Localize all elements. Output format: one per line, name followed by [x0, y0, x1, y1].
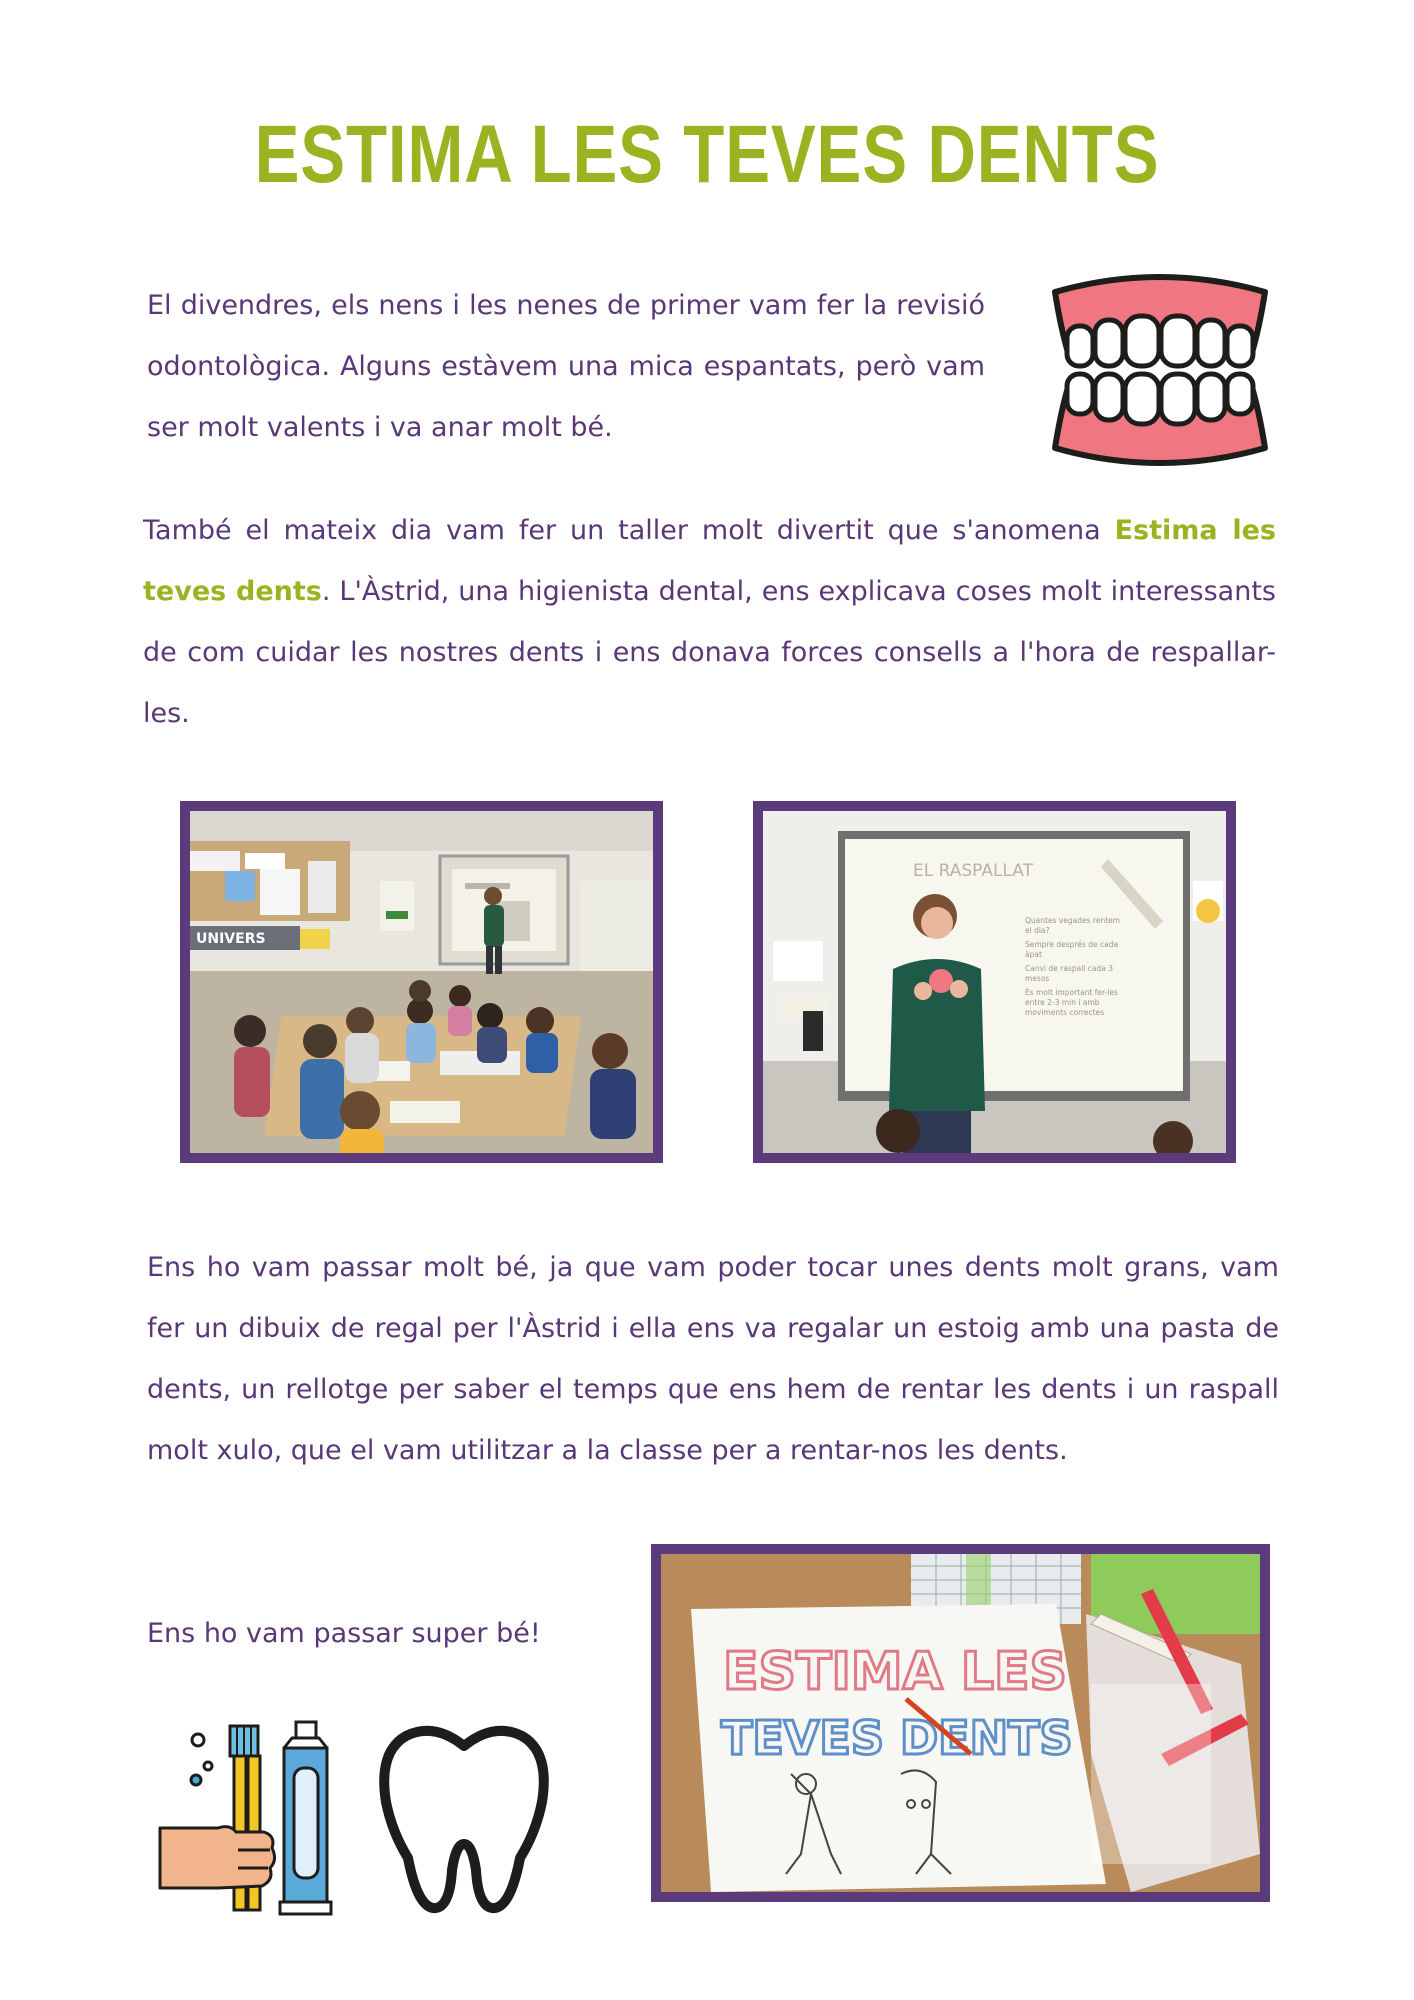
slide-title: EL RASPALLAT: [913, 861, 1033, 881]
intro-paragraph: El divendres, els nens i les nenes de primer vam fer la revisió odontològica. Alguns estàvem una mica espantats, però vam ser molt valents i va anar molt bé.: [147, 290, 985, 443]
workshop-name: Estima les teves dents: [143, 515, 1276, 607]
classroom-banner: UNIVERS: [196, 931, 266, 947]
hygienist-photo: [753, 801, 1236, 1163]
teeth-icon: [1045, 270, 1275, 470]
slide-line: entre 2-3 min i amb: [1025, 998, 1100, 1007]
slide-line: Quantes vegades rentem: [1025, 916, 1121, 925]
slide-line: el dia?: [1025, 926, 1050, 935]
toothpaste-icon: [278, 1718, 333, 1918]
tooth-outline-icon: [378, 1720, 550, 1915]
drawing-line-2: TEVES DENTS: [721, 1711, 1073, 1765]
workshop-paragraph: [143, 500, 1276, 744]
classroom-photo: [180, 801, 663, 1163]
workshop-text-start: També el mateix dia vam fer un taller molt divertit que s'anomena: [143, 515, 1115, 546]
slide-line: mesos: [1025, 974, 1050, 983]
experience-paragraph: Ens ho vam passar molt bé, ja que vam poder tocar unes dents molt grans, vam fer un dibuix de regal per l'Àstrid i ella ens va regalar un estoig amb una pasta de dents, un rellotge per saber el temps que ens hem de rentar les dents i un raspall molt xulo, que el vam utilitzar a la classe per a rentar-nos les dents.: [147, 1252, 1279, 1466]
drawing-photo: [651, 1544, 1270, 1902]
slide-line: És molt important fer-les: [1025, 988, 1118, 997]
toothbrush-icon: [158, 1718, 288, 1918]
drawing-line-1: ESTIMA LES: [723, 1642, 1067, 1702]
slide-line: moviments correctes: [1025, 1008, 1105, 1017]
page-title: ESTIMA LES TEVES DENTS: [254, 109, 1160, 200]
slide-line: àpat: [1025, 950, 1042, 959]
closing-line: Ens ho vam passar super bé!: [147, 1618, 541, 1649]
slide-line: Sempre després de cada: [1025, 940, 1119, 949]
slide-line: Canvi de raspall cada 3: [1025, 964, 1113, 973]
workshop-text-end: . L'Àstrid, una higienista dental, ens explicava coses molt interessants de com cuidar les nostres dents i ens donava forces consells a l'hora de respallar-les.: [143, 576, 1276, 729]
